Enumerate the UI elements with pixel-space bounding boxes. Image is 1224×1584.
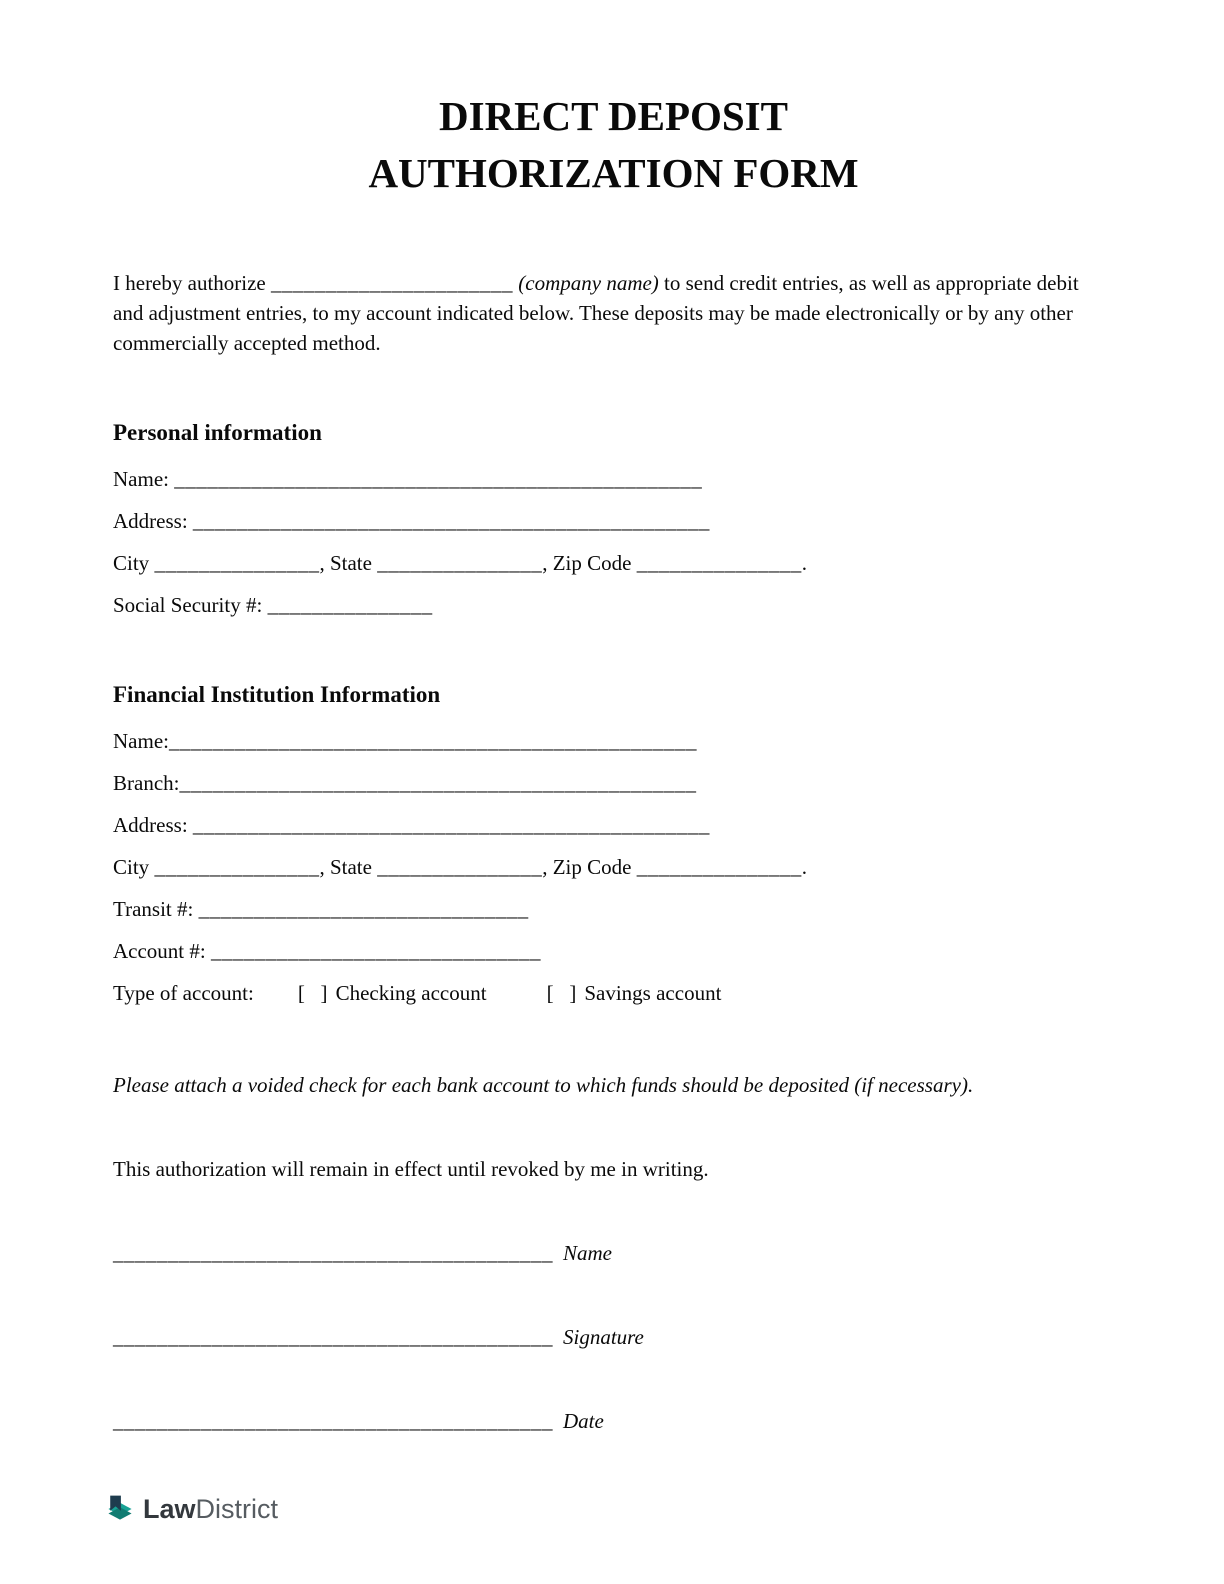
financial-branch-row	[113, 768, 1114, 798]
personal-line-end: .	[801, 551, 807, 575]
financial-state-label: , State	[319, 855, 378, 879]
personal-name-row	[113, 464, 1114, 494]
financial-transit-row	[113, 894, 1114, 924]
personal-ssn-row	[113, 590, 1114, 620]
personal-address-blank[interactable]: _______________________________________________	[192, 509, 710, 533]
personal-ssn-blank[interactable]: _______________	[267, 593, 433, 617]
document-title-line1: DIRECT DEPOSIT	[439, 93, 788, 139]
signature-signature-row	[113, 1322, 1114, 1352]
financial-zip-label: , Zip Code	[542, 855, 637, 879]
signature-name-row	[113, 1238, 1114, 1268]
signature-name-label: Name	[563, 1241, 612, 1265]
financial-account-row	[113, 936, 1114, 966]
intro-body: to send credit entries, as well as appropriate debit and adjustment entries, to my account indicated below. These deposits may be made electronically or by any other commercially accepted method.	[113, 271, 1079, 355]
company-name-blank[interactable]: ______________________	[271, 271, 514, 295]
intro-lead: I hereby authorize	[113, 271, 266, 295]
personal-city-label: City	[113, 551, 155, 575]
personal-state-blank[interactable]: _______________	[377, 551, 543, 575]
document-title	[113, 88, 1114, 202]
personal-address-label: Address:	[113, 509, 193, 533]
financial-address-row	[113, 810, 1114, 840]
savings-account-checkbox[interactable]: [ ]	[546, 981, 577, 1005]
financial-name-row	[113, 726, 1114, 756]
financial-name-blank[interactable]: ________________________________________________	[168, 729, 697, 753]
voided-check-note: Please attach a voided check for each bank account to which funds should be deposited (if necessary).	[113, 1073, 974, 1097]
intro-paragraph	[113, 268, 1114, 358]
financial-city-state-zip-row	[113, 852, 1114, 882]
financial-zip-blank[interactable]: _______________	[636, 855, 802, 879]
account-type-label: Type of account:	[113, 981, 254, 1005]
financial-branch-label: Branch:	[113, 771, 180, 795]
logo-text-district: District	[195, 1494, 279, 1524]
financial-account-label: Account #:	[113, 939, 211, 963]
financial-transit-blank[interactable]: ______________________________	[198, 897, 529, 921]
financial-address-blank[interactable]: _______________________________________________	[192, 813, 710, 837]
signature-signature-blank[interactable]: ________________________________________	[113, 1325, 553, 1349]
financial-city-label: City	[113, 855, 155, 879]
financial-transit-label: Transit #:	[113, 897, 199, 921]
personal-address-row	[113, 506, 1114, 536]
personal-ssn-label: Social Security #:	[113, 593, 268, 617]
financial-section-heading: Financial Institution Information	[113, 682, 441, 707]
signature-signature-label: Signature	[563, 1325, 644, 1349]
signature-date-row	[113, 1406, 1114, 1436]
financial-name-label: Name:	[113, 729, 169, 753]
signature-date-label: Date	[563, 1409, 604, 1433]
financial-line-end: .	[801, 855, 807, 879]
personal-state-label: , State	[319, 551, 378, 575]
company-name-hint: (company name)	[518, 271, 659, 295]
personal-name-blank[interactable]: ________________________________________________	[174, 467, 703, 491]
personal-city-state-zip-row	[113, 548, 1114, 578]
savings-account-label: Savings account	[584, 981, 722, 1005]
financial-branch-blank[interactable]: _______________________________________________	[179, 771, 697, 795]
lawdistrict-logo-icon	[104, 1493, 136, 1525]
revocation-note: This authorization will remain in effect until revoked by me in writing.	[113, 1157, 709, 1181]
financial-state-blank[interactable]: _______________	[377, 855, 543, 879]
financial-city-blank[interactable]: _______________	[154, 855, 320, 879]
financial-account-blank[interactable]: ______________________________	[210, 939, 541, 963]
account-type-row	[113, 978, 1114, 1008]
checking-account-checkbox[interactable]: [ ]	[297, 981, 328, 1005]
document-title-line2: AUTHORIZATION FORM	[368, 150, 859, 196]
footer-logo	[104, 1492, 278, 1526]
personal-zip-label: , Zip Code	[542, 551, 637, 575]
signature-name-blank[interactable]: ________________________________________	[113, 1241, 553, 1265]
personal-name-label: Name:	[113, 467, 175, 491]
logo-text-law: Law	[143, 1494, 196, 1524]
checking-account-label: Checking account	[335, 981, 487, 1005]
financial-address-label: Address:	[113, 813, 193, 837]
personal-zip-blank[interactable]: _______________	[636, 551, 802, 575]
signature-date-blank[interactable]: ________________________________________	[113, 1409, 553, 1433]
personal-section-heading: Personal information	[113, 420, 322, 445]
personal-city-blank[interactable]: _______________	[154, 551, 320, 575]
